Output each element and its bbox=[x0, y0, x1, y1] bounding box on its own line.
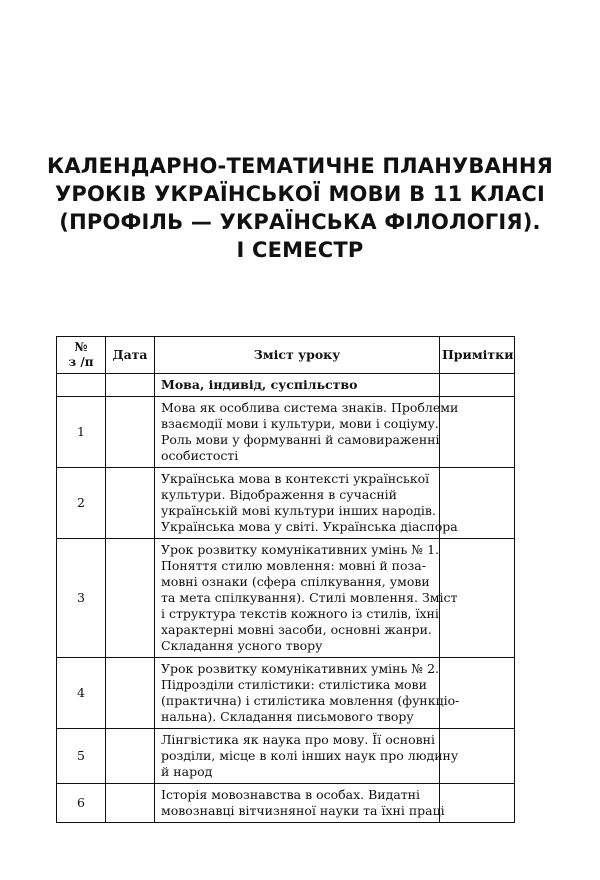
lesson-content-line: Урок розвитку комунікативних умінь № 1. bbox=[161, 542, 440, 557]
table-row bbox=[57, 468, 515, 539]
lesson-date bbox=[106, 729, 155, 784]
lesson-content-line: Складання усного твору bbox=[161, 638, 323, 653]
header-number bbox=[57, 337, 106, 374]
lesson-content-line: та мета спілкування). Стилі мовлення. Зміст bbox=[161, 590, 458, 605]
lesson-number: 4 bbox=[57, 658, 106, 729]
lesson-content-line: культури. Відображення в сучасній bbox=[161, 487, 398, 502]
section-num-cell bbox=[57, 374, 106, 397]
title-line: УРОКІВ УКРАЇНСЬКОЇ МОВИ В 11 КЛАСІ bbox=[54, 182, 546, 206]
lesson-content bbox=[155, 397, 459, 468]
header-number-line2: з /п bbox=[68, 355, 94, 369]
lesson-date bbox=[106, 468, 155, 539]
lesson-content-line: розділи, місце в колі інших наук про людину bbox=[161, 748, 459, 763]
section-date-cell bbox=[106, 374, 155, 397]
lesson-date bbox=[106, 658, 155, 729]
lesson-content-line: Урок розвитку комунікативних умінь № 2. bbox=[161, 661, 440, 676]
lesson-content-line: мовознавці вітчизняної науки та їхні праці bbox=[161, 803, 445, 818]
lesson-content-line: особистості bbox=[161, 448, 239, 463]
lesson-content-line: взаємодії мови і культури, мови і соціуму. bbox=[161, 416, 439, 431]
lesson-content-line: (практична) і стилістика мовлення (функціо- bbox=[161, 693, 460, 708]
table-row bbox=[57, 539, 515, 658]
header-notes: Примітки bbox=[440, 337, 515, 374]
header-number-line1: № bbox=[74, 340, 88, 354]
lesson-content-line: і структура текстів кожного із стилів, їхні bbox=[161, 606, 439, 621]
lesson-content bbox=[155, 539, 458, 658]
lesson-date bbox=[106, 539, 155, 658]
lesson-content-line: нальна). Складання письмового твору bbox=[161, 709, 414, 724]
lesson-number: 2 bbox=[57, 468, 106, 539]
lesson-date bbox=[106, 784, 155, 823]
section-notes-cell bbox=[440, 374, 515, 397]
lesson-content-line: Історія мовознавства в особах. Видатні bbox=[161, 787, 421, 802]
lesson-notes bbox=[440, 784, 515, 823]
lesson-content-line: Українська мова в контексті української bbox=[161, 471, 430, 486]
lesson-content bbox=[155, 784, 445, 823]
lesson-number: 5 bbox=[57, 729, 106, 784]
title-line: І СЕМЕСТР bbox=[236, 238, 364, 262]
page-title bbox=[0, 152, 600, 264]
table-header-row bbox=[57, 337, 515, 374]
title-line: (ПРОФІЛЬ — УКРАЇНСЬКА ФІЛОЛОГІЯ). bbox=[59, 210, 541, 234]
lesson-content-line: й народ bbox=[161, 764, 213, 779]
lesson-content bbox=[155, 468, 458, 539]
table-row bbox=[57, 729, 515, 784]
section-title: Мова, індивід, суспільство bbox=[155, 374, 440, 397]
lesson-content-line: характерні мовні засоби, основні жанри. bbox=[161, 622, 432, 637]
lesson-content bbox=[155, 729, 459, 784]
lesson-plan-table bbox=[56, 336, 515, 823]
table-row bbox=[57, 397, 515, 468]
table-row bbox=[57, 784, 515, 823]
lesson-number: 3 bbox=[57, 539, 106, 658]
lesson-content-line: Підрозділи стилістики: стилістика мови bbox=[161, 677, 427, 692]
table-row bbox=[57, 658, 515, 729]
title-line: КАЛЕНДАРНО-ТЕМАТИЧНЕ ПЛАНУВАННЯ bbox=[46, 154, 553, 178]
lesson-content-line: українській мові культури інших народів. bbox=[161, 503, 436, 518]
header-content: Зміст уроку bbox=[155, 337, 440, 374]
lesson-content bbox=[155, 658, 460, 729]
lesson-content-line: Мова як особлива система знаків. Проблеми bbox=[161, 400, 459, 415]
lesson-number: 6 bbox=[57, 784, 106, 823]
lesson-content-line: Роль мови у формуванні й самовираженні bbox=[161, 432, 440, 447]
header-date: Дата bbox=[106, 337, 155, 374]
lesson-content-line: мовні ознаки (сфера спілкування, умови bbox=[161, 574, 430, 589]
section-row bbox=[57, 374, 515, 397]
lesson-content-line: Лінгвістика як наука про мову. Її основні bbox=[161, 732, 435, 747]
lesson-content-line: Українська мова у світі. Українська діаспора bbox=[161, 519, 458, 534]
lesson-date bbox=[106, 397, 155, 468]
lesson-number: 1 bbox=[57, 397, 106, 468]
lesson-content-line: Поняття стилю мовлення: мовні й поза- bbox=[161, 558, 426, 573]
